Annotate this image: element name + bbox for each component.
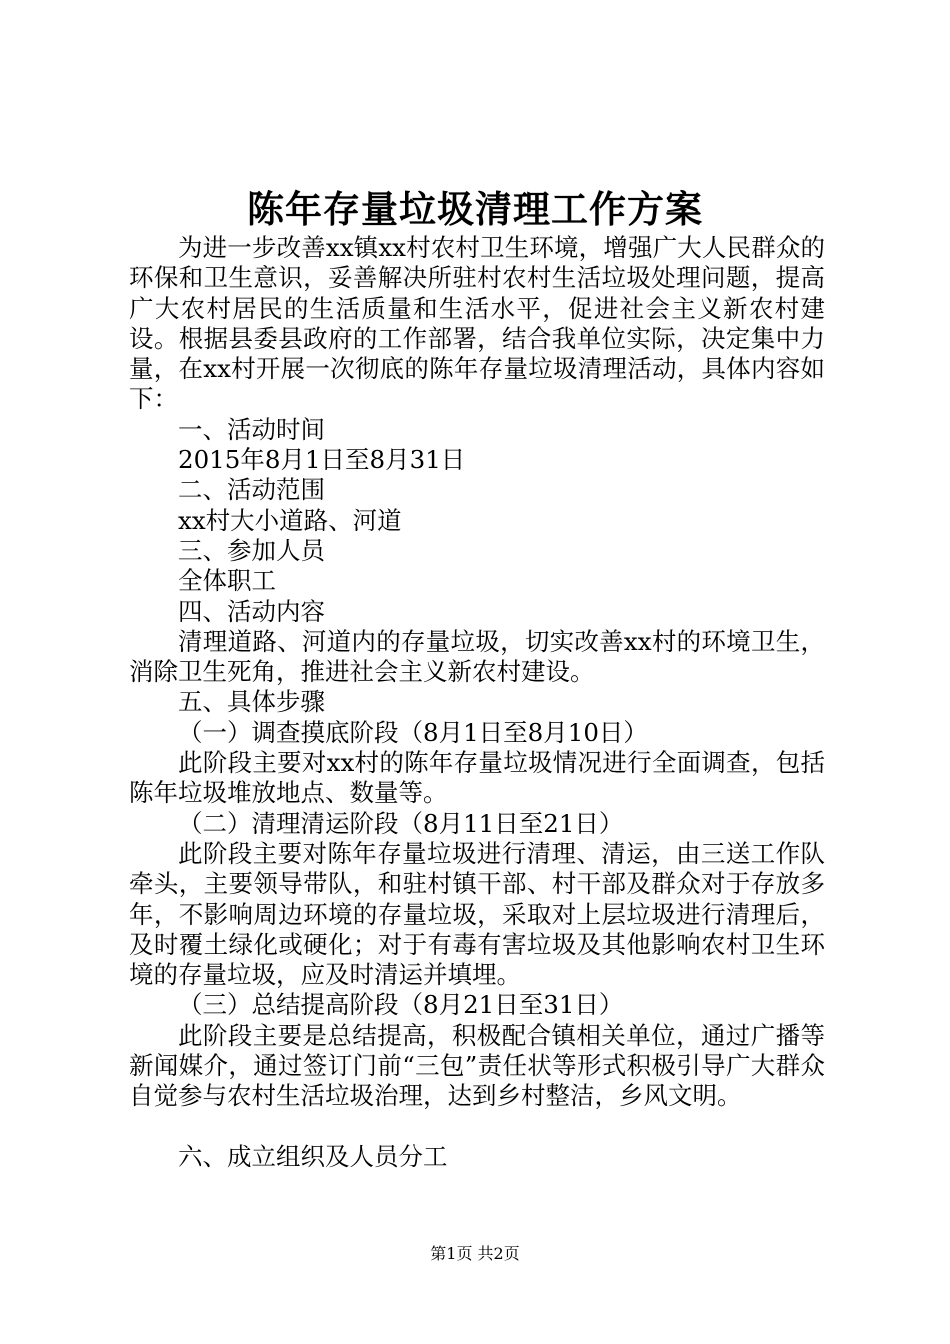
- section-heading-activity-time: 一、活动时间: [178, 414, 325, 444]
- paragraph-gap: [129, 1112, 825, 1142]
- step-two-text: 此阶段主要对陈年存量垃圾进行清理、清运，由三送工作队牵头，主要领导带队，和驻村镇干部、村干部及群众对于存放多年，不影响周边环境的存量垃圾，采取对上层垃圾进行清理后，及时覆土绿化或硬化；对于有毒有害垃圾及其他影响农村卫生环境的存量垃圾，应及时清运并填埋。: [129, 838, 825, 990]
- participants-text: 全体职工: [178, 566, 276, 596]
- step-three-heading: （三）总结提高阶段（8月21日至31日）: [178, 990, 624, 1020]
- intro-paragraph: 为进一步改善xx镇xx村农村卫生环境，增强广大人民群众的环保和卫生意识，妥善解决所驻村农村生活垃圾处理问题，提高广大农村居民的生活质量和生活水平，促进社会主义新农村建设。根据县委县政府的工作部署，结合我单位实际，决定集中力量，在xx村开展一次彻底的陈年存量垃圾清理活动，具体内容如下：: [129, 233, 825, 414]
- section-heading-steps: 五、具体步骤: [178, 687, 325, 717]
- activity-time-text: 2015年8月1日至8月31日: [178, 445, 466, 475]
- step-one-heading: （一）调查摸底阶段（8月1日至8月10日）: [178, 717, 648, 747]
- document-body: [129, 233, 825, 1172]
- step-one-text: 此阶段主要对xx村的陈年存量垃圾情况进行全面调查，包括陈年垃圾堆放地点、数量等。: [129, 748, 825, 808]
- activity-content-text: 清理道路、河道内的存量垃圾，切实改善xx村的环境卫生，消除卫生死角，推进社会主义新农村建设。: [129, 626, 825, 687]
- document-title: 陈年存量垃圾清理工作方案: [247, 187, 703, 231]
- section-heading-organization: 六、成立组织及人员分工: [178, 1141, 448, 1171]
- page-footer: 第1页 共2页: [430, 1244, 520, 1263]
- step-three-text: 此阶段主要是总结提高，积极配合镇相关单位，通过广播等新闻媒介，通过签订门前“三包”责任状等形式积极引导广大群众自觉参与农村生活垃圾治理，达到乡村整洁，乡风文明。: [129, 1020, 825, 1111]
- section-heading-activity-content: 四、活动内容: [178, 596, 325, 626]
- section-heading-activity-scope: 二、活动范围: [178, 475, 325, 505]
- section-heading-participants: 三、参加人员: [178, 535, 325, 565]
- activity-scope-text: xx村大小道路、河道: [178, 505, 402, 535]
- step-two-heading: （二）清理清运阶段（8月11日至21日）: [178, 808, 624, 838]
